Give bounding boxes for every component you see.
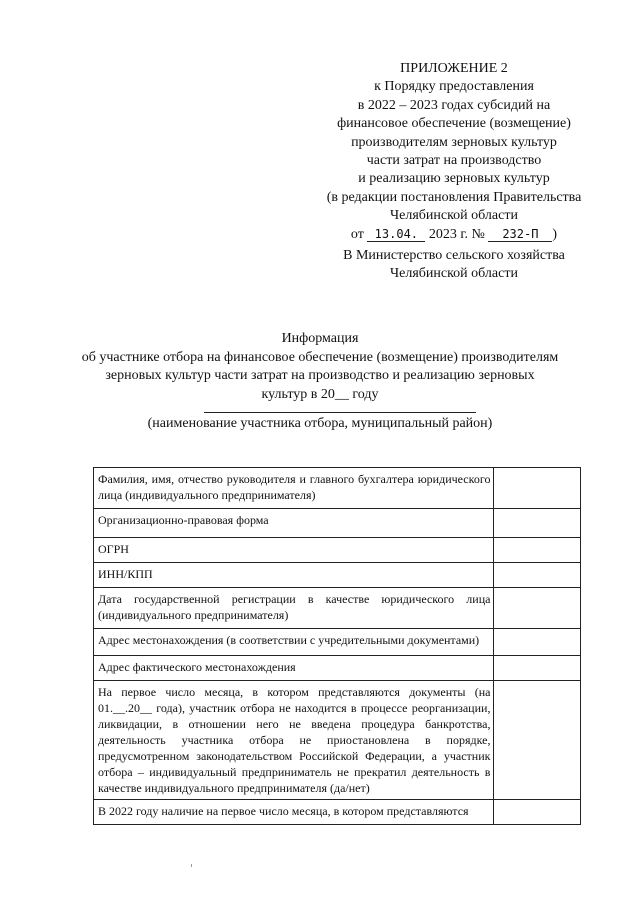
- table-row: [94, 468, 581, 509]
- appendix-line: финансовое обеспечение (возмещение): [337, 116, 571, 132]
- row-label: Адрес местонахождения (в соответствии с учредительными документами): [94, 629, 494, 656]
- appendix-line: и реализацию зерновых культур: [358, 171, 550, 187]
- year-text: 2023 г. №: [428, 226, 485, 242]
- addressee: [318, 247, 590, 284]
- row-value-cell[interactable]: [494, 509, 581, 538]
- addressee-line: Челябинской области: [390, 266, 518, 282]
- table-row: [94, 538, 581, 563]
- resolution-number: 232-П: [488, 228, 552, 242]
- row-value-cell[interactable]: [494, 681, 581, 800]
- row-value-cell[interactable]: [494, 629, 581, 656]
- appendix-line: к Порядку предоставления: [374, 79, 534, 95]
- document-title: Информация: [281, 331, 359, 346]
- row-label: В 2022 году наличие на первое число месяца, в котором представляются: [94, 800, 494, 825]
- participant-info-table: [93, 467, 581, 825]
- row-label: ОГРН: [94, 538, 494, 563]
- appendix-title: ПРИЛОЖЕНИЕ 2: [400, 61, 508, 76]
- row-value-cell[interactable]: [494, 538, 581, 563]
- row-value-cell[interactable]: [494, 563, 581, 588]
- heading-line: культур в 20__ году: [261, 386, 379, 402]
- row-label: Адрес фактического местонахождения: [94, 656, 494, 681]
- row-label: Организационно-правовая форма: [94, 509, 494, 538]
- appendix-line: в 2022 – 2023 годах субсидий на: [357, 97, 551, 113]
- appendix-header: [318, 60, 590, 244]
- date-prefix: от: [350, 226, 364, 242]
- row-label: На первое число месяца, в котором представляются документы (на 01.__.20__ года), участник отбора не находится в процессе реорганизации, ликвидации, в отношении него не введена процедура банкротства, деятельность участника отбора не приостановлена в порядке, предусмотренном законодательством Российской Федерации, а участник отбора – индивидуальный предприниматель не прекратил деятельность в качестве индивидуального предпринимателя (да/нет): [94, 681, 494, 800]
- row-value-cell[interactable]: [494, 656, 581, 681]
- document-heading: [60, 330, 580, 404]
- row-value-cell[interactable]: [494, 588, 581, 629]
- participant-name-caption: (наименование участника отбора, муниципальный район): [147, 416, 493, 431]
- heading-line: зерновых культур части затрат на производство и реализацию зерновых: [105, 368, 535, 383]
- resolution-date-line: [318, 226, 590, 244]
- closing-paren: ): [552, 226, 558, 242]
- table-row: [94, 509, 581, 538]
- appendix-line: части затрат на производство: [366, 153, 542, 169]
- addressee-line: В Министерство сельского хозяйства: [343, 248, 565, 263]
- row-value-cell[interactable]: [494, 800, 581, 825]
- appendix-line: (в редакции постановления Правительства: [326, 189, 582, 205]
- row-label: Дата государственной регистрации в качестве юридического лица (индивидуального предпринимателя): [94, 588, 494, 629]
- heading-line: об участнике отбора на финансовое обеспечение (возмещение) производителям: [81, 349, 559, 365]
- table-row: [94, 800, 581, 825]
- table-row: [94, 656, 581, 681]
- scan-speck: [191, 864, 192, 867]
- appendix-line: Челябинской области: [390, 208, 518, 224]
- row-label: ИНН/КПП: [94, 563, 494, 588]
- row-label: Фамилия, имя, отчество руководителя и главного бухгалтера юридического лица (индивидуального предпринимателя): [94, 468, 494, 509]
- resolution-date: 13.04.: [367, 228, 425, 242]
- table-row: [94, 588, 581, 629]
- row-value-cell[interactable]: [494, 468, 581, 509]
- appendix-line: производителям зерновых культур: [351, 134, 557, 150]
- table-row: [94, 629, 581, 656]
- table-row: [94, 681, 581, 800]
- participant-name-field[interactable]: [204, 412, 476, 413]
- table-row: [94, 563, 581, 588]
